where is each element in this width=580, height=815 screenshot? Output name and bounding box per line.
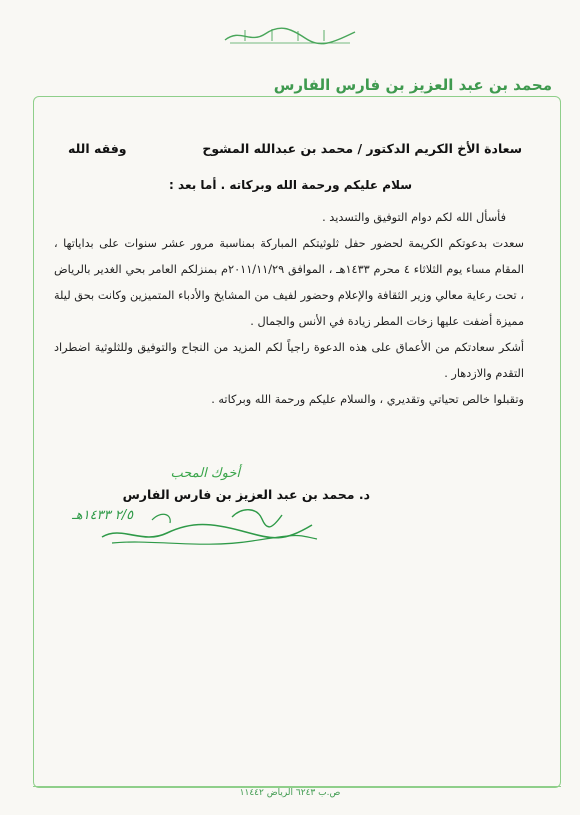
blessing-text: وفقه الله	[68, 141, 127, 156]
signatory-name: د. محمد بن عبد العزيز بن فارس الفارس	[122, 487, 370, 502]
greeting-line: سلام عليكم ورحمة الله وبركاته . أما بعد :	[169, 178, 412, 192]
basmala-calligraphy	[220, 24, 360, 48]
handwritten-signature	[92, 505, 322, 555]
handwritten-closing-note: أخوك المحب	[170, 466, 240, 481]
footer-divider	[33, 786, 561, 787]
footer-address: ص.ب ٦٢٤٣ الرياض ١١٤٤٢	[239, 788, 341, 798]
handwritten-date: ٢/٥ ١٤٣٣هـ	[72, 508, 134, 523]
letter-body	[54, 205, 524, 413]
page-border-frame	[33, 96, 561, 788]
body-paragraph-1: فأسأل الله لكم دوام التوفيق والتسديد .	[322, 211, 506, 224]
addressee-line: سعادة الأخ الكريم الدكتور / محمد بن عبدالله المشوح	[202, 141, 522, 156]
body-paragraph-2: سعدت بدعوتكم الكريمة لحضور حفل ثلوثيتكم المباركة بمناسبة مرور عشر سنوات على بداياتها ، المقام مساء يوم الثلاثاء ٤ محرم ١٤٣٣هـ ، الموافق ٢٠١١/١١/٢٩م بمنزلكم العامر بحي الغدير بالرياض ، تحت رعاية معالي وزير الثقافة والإعلام وحضور لفيف من المشايخ والأدباء المتميزين وكانت بحق ليلة مميزة أضفت عليها زخات المطر زيادة في الأنس والجمال .	[54, 237, 524, 328]
body-paragraph-4: وتقبلوا خالص تحياتي وتقديري ، والسلام عليكم ورحمة الله وبركاته .	[211, 393, 524, 406]
body-paragraph-3: أشكر سعادتكم من الأعماق على هذه الدعوة راجياً لكم المزيد من النجاح والتوفيق وللثلوثية اضطراد التقدم والازدهار .	[54, 341, 524, 380]
letterhead-sender-name: محمد بن عبد العزيز بن فارس الفارس	[273, 76, 552, 94]
